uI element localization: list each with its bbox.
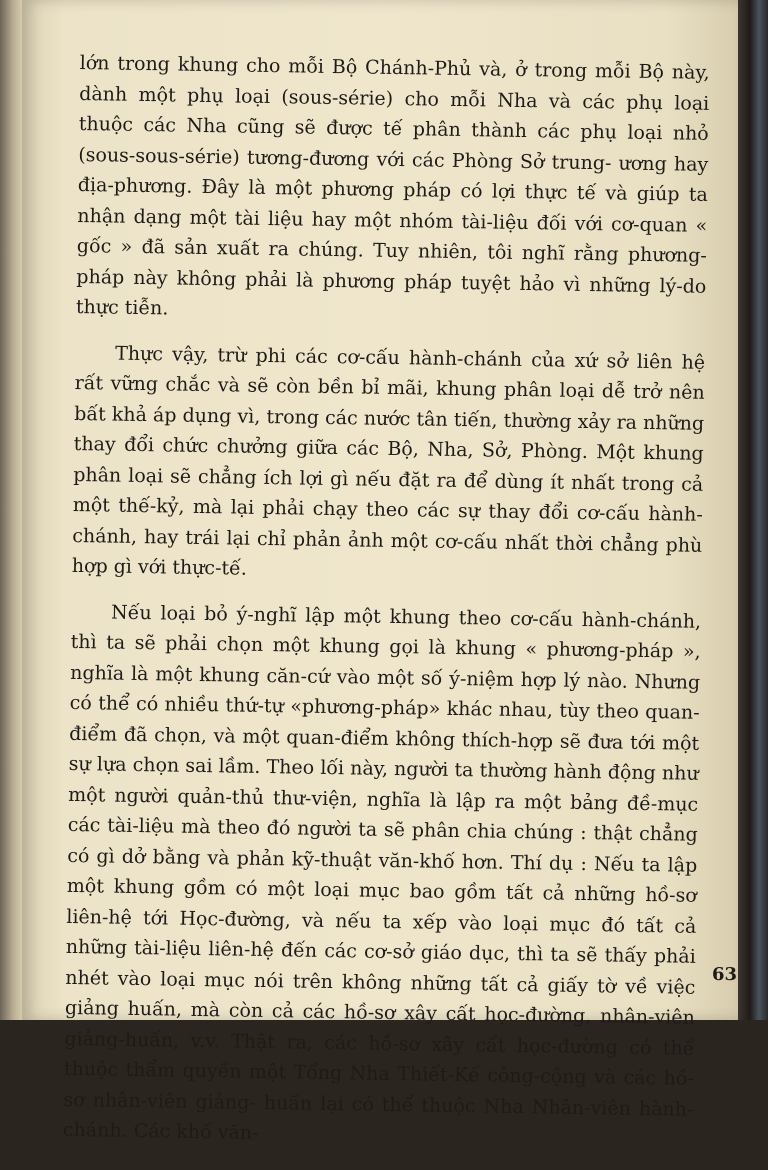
text-line: phân chia chúng : thật chẳng có gì dở bằng và phản kỹ-thuật <box>67 819 698 872</box>
text-line: trên không những tất cả giấy tờ về việc giảng huấn, mà còn cả <box>64 969 696 1023</box>
background-edge <box>738 0 768 1020</box>
text-line: với cơ-quan « gốc » đã sản xuất ra chúng. Tuy nhiên, tôi nghĩ <box>76 212 708 265</box>
text-line: các hồ-sơ xây cất học-đường, nhân-viên giảng-huấn, v.v. Thật <box>64 1000 696 1053</box>
text-line: văn-khố hơn. Thí dụ : Nếu ta lập một khung gồm có một loại <box>66 849 698 902</box>
text-line: ra, các hồ-sơ xây cất học-đường có thể thuộc thẩm quyền một <box>63 1030 695 1084</box>
text-line: vì những lý-do thực tiễn. <box>75 273 707 320</box>
text-line: Tổng Nha Thiết-Kế công-cộng và các hồ-sơ nhân-viên giảng- <box>63 1061 695 1114</box>
paragraph <box>76 48 710 332</box>
text-line: nghĩa là một khung căn-cứ vào một số ý-niệm hợp lý nào. <box>70 661 628 693</box>
text-line: xảy ra những thay đổi chức chưởng giữa các Bộ, Nha, Sở, Phòng. <box>73 410 705 464</box>
text-line: này, dành một phụ loại (sous-série) cho mỗi Nha và các phụ <box>79 61 710 114</box>
text-line: tế và giúp ta nhận dạng một tài liệu hay một nhóm tài-liệu đối <box>77 181 708 235</box>
text-line: sẽ đưa tới một sự lựa chọn sai lầm. Theo lối này, người ta <box>68 730 700 782</box>
body-text <box>63 48 710 1170</box>
page-number: 63 <box>712 964 738 985</box>
text-line: rằng phương-pháp này không phải là phương pháp tuyệt hảo <box>76 242 707 295</box>
text-line: Nếu loại bỏ ý-nghĩ lập một khung theo cơ-cấu hành-chánh, <box>110 601 702 633</box>
text-line: nếu ta xếp vào loại mục đó tất cả những tài-liệu liên-hệ đến <box>65 909 697 962</box>
book-page <box>22 0 738 1144</box>
text-line: huấn lại có thể thuộc Nha Nhân-viên hành-chánh. Các khố văn- <box>62 1091 694 1144</box>
text-line: Một khung phân loại sẽ chẳng ích lợi gì nếu đặt ra để dùng ít <box>73 441 704 494</box>
text-line: mục bao gồm tất cả những hồ-sơ liên-hệ tới Học-đường, và <box>66 879 697 932</box>
text-line: lập ra một bảng đề-mục các tài-liệu mà theo đó người ta sẽ <box>67 789 699 842</box>
text-line: các cơ-sở giáo dục, thì ta sẽ thấy phải nhét vào loại mục nói <box>65 939 696 992</box>
text-line: nhất thời chẳng phù hợp gì với thực-tế. <box>71 531 703 580</box>
text-line: theo quan-điểm đã chọn, và một quan-điểm không thích-hợp <box>69 700 700 753</box>
text-line: thường hành động như một người quản-thủ thư-viện, nghĩa là <box>68 759 699 812</box>
text-line: ương hay địa-phương. Đây là một phương pháp có lợi thực <box>77 151 709 204</box>
paragraph <box>72 337 706 591</box>
text-line: thì ta sẽ phải chọn một khung gọi là khung « phương-pháp », <box>70 630 701 663</box>
text-line: lớn trong khung cho mỗi Bộ Chánh-Phủ và, ở trong mỗi Bộ <box>79 51 665 84</box>
text-line: trở nên bất khả áp dụng vì, trong các nước tân tiến, thường <box>74 380 705 433</box>
text-line: Nhưng có thể có nhiều thứ-tự «phương-pháp» khác nhau, tùy <box>69 670 701 723</box>
text-line: đổi cơ-cấu hành-chánh, hay trái lại chỉ phản ảnh một cơ-cấu <box>72 501 703 554</box>
text-line: hệ rất vững chắc và sẽ còn bền bỉ mãi, khung phân loại dễ <box>74 350 706 403</box>
text-line: nhỏ (sous-sous-série) tương-đương với các Phòng Sở trung- <box>78 122 709 174</box>
text-line: Thực vậy, trừ phi các cơ-cấu hành-chánh của xứ sở liên <box>115 342 673 373</box>
text-line: nhất trong cả một thế-kỷ, mà lại phải chạy theo các sự thay <box>72 471 704 524</box>
text-line: loại thuộc các Nha cũng sẽ được tế phân thành các phụ loại <box>78 91 710 145</box>
paragraph <box>63 596 702 1155</box>
